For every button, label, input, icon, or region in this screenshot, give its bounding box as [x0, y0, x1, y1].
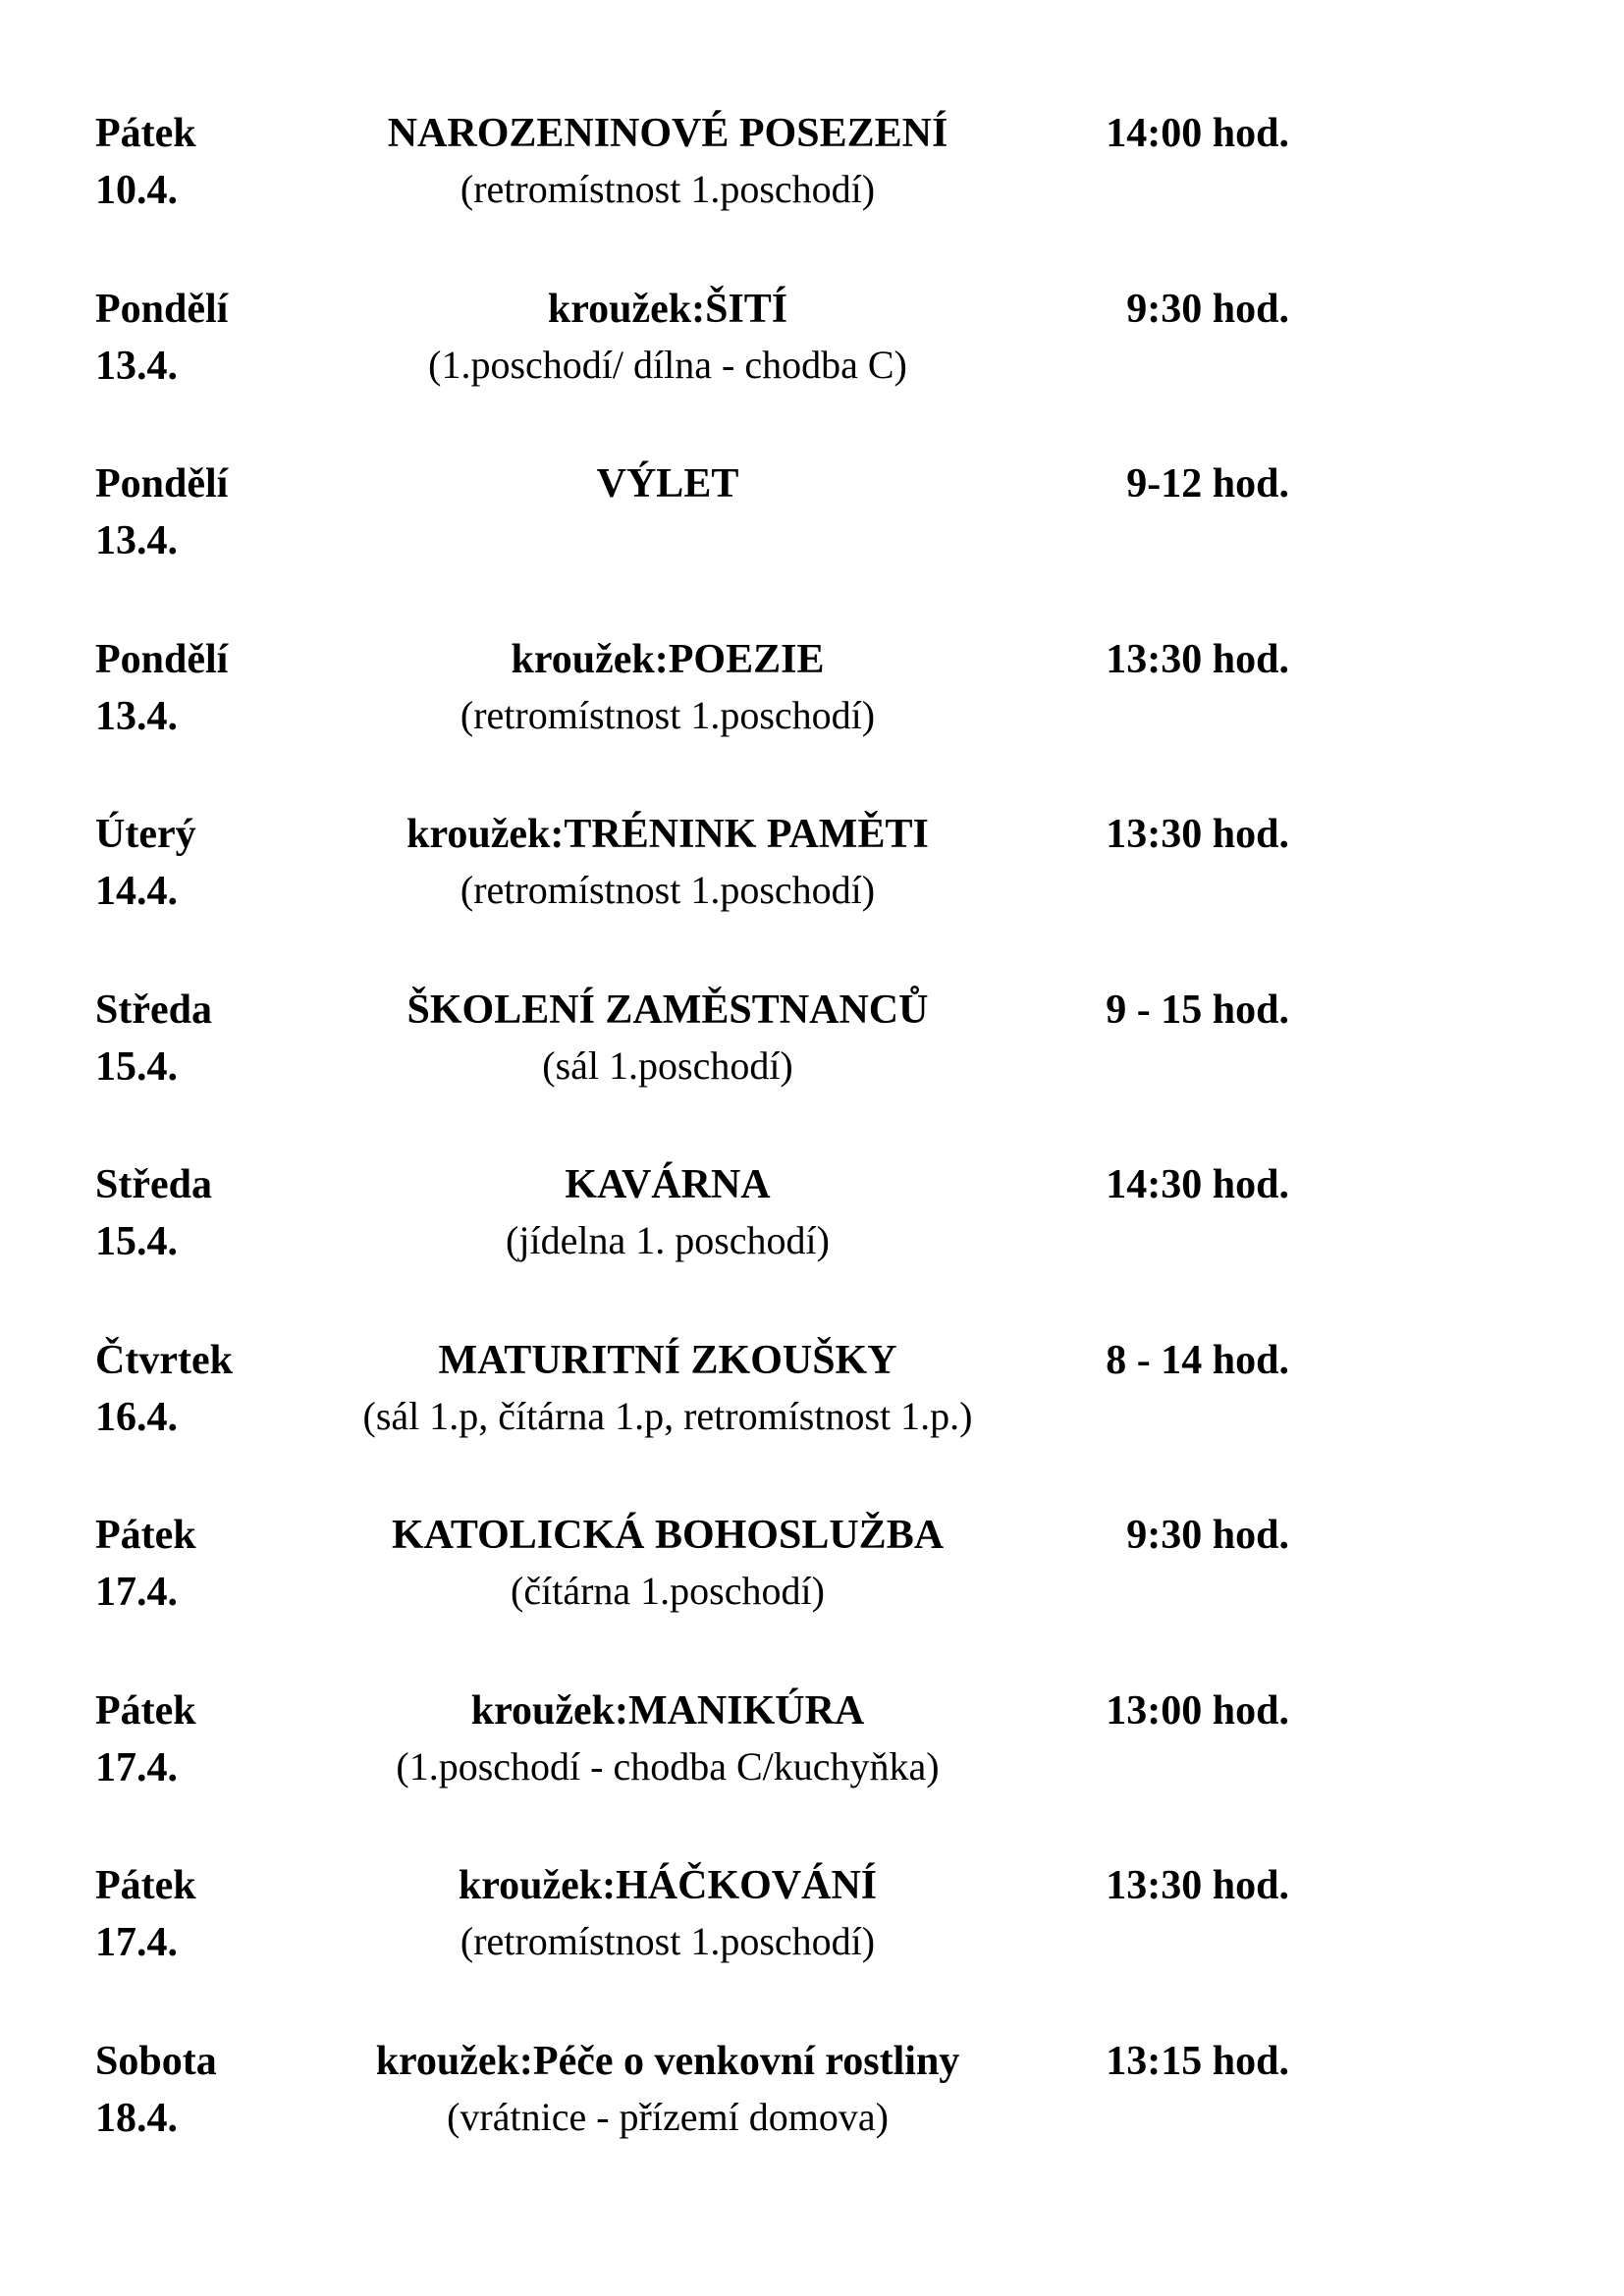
- event-date: 17.4.: [95, 1920, 178, 1965]
- event-day: Pondělí: [95, 637, 229, 682]
- event-date: 17.4.: [95, 1570, 178, 1615]
- event-day: Čtvrtek: [95, 1338, 233, 1383]
- event-title: ŠKOLENÍ ZAMĚSTNANCŮ: [406, 988, 929, 1033]
- event-location: (jídelna 1. poschodí): [506, 1218, 830, 1262]
- event-location: (retromístnost 1.poschodí): [460, 693, 876, 737]
- event-day: Pátek: [95, 1863, 196, 1908]
- event-day: Úterý: [95, 812, 196, 857]
- event-day: Pátek: [95, 1513, 196, 1558]
- event-entry: [0, 1164, 1624, 1292]
- event-location: (1.poschodí - chodba C/kuchyňka): [396, 1744, 940, 1789]
- event-location: (čítárna 1.poschodí): [511, 1569, 825, 1613]
- event-time: 13:30 hod.: [1106, 1863, 1289, 1908]
- event-time: 9:30 hod.: [1126, 287, 1289, 332]
- event-entry: [0, 1690, 1624, 1818]
- event-location: (retromístnost 1.poschodí): [460, 868, 876, 912]
- event-date: 17.4.: [95, 1745, 178, 1790]
- event-date: 16.4.: [95, 1395, 178, 1440]
- event-date: 15.4.: [95, 1219, 178, 1264]
- event-title: kroužek:POEZIE: [511, 637, 825, 682]
- event-title: kroužek:Péče o venkovní rostliny: [375, 2039, 960, 2084]
- event-title: KATOLICKÁ BOHOSLUŽBA: [391, 1513, 945, 1558]
- event-date: 14.4.: [95, 869, 178, 914]
- event-day: Sobota: [95, 2039, 217, 2084]
- event-day: Pondělí: [95, 461, 229, 507]
- event-time: 14:30 hod.: [1106, 1162, 1289, 1207]
- event-time: 13:00 hod.: [1106, 1688, 1289, 1734]
- event-location: (1.poschodí/ dílna - chodba C): [428, 343, 907, 387]
- event-title: kroužek:MANIKÚRA: [470, 1688, 865, 1734]
- event-time: 8 - 14 hod.: [1106, 1338, 1289, 1383]
- event-title: KAVÁRNA: [565, 1162, 771, 1207]
- event-date: 13.4.: [95, 344, 178, 389]
- event-entry: [0, 2041, 1624, 2168]
- event-time: 9-12 hod.: [1126, 461, 1289, 507]
- event-time: 13:15 hod.: [1106, 2039, 1289, 2084]
- event-location: (sál 1.poschodí): [542, 1043, 793, 1088]
- event-entry: [0, 1865, 1624, 1993]
- event-date: 15.4.: [95, 1044, 178, 1090]
- event-date: 10.4.: [95, 168, 178, 213]
- event-title: kroužek:ŠITÍ: [547, 287, 788, 332]
- event-entry: [0, 1340, 1624, 1468]
- event-entry: [0, 639, 1624, 767]
- event-entry: [0, 113, 1624, 240]
- event-date: 13.4.: [95, 518, 178, 563]
- event-day: Středa: [95, 988, 212, 1033]
- event-location: (vrátnice - přízemí domova): [447, 2095, 889, 2139]
- event-location: (retromístnost 1.poschodí): [460, 167, 876, 211]
- event-date: 18.4.: [95, 2096, 178, 2141]
- event-entry: [0, 289, 1624, 416]
- event-entry: [0, 989, 1624, 1117]
- event-day: Pátek: [95, 111, 196, 156]
- event-day: Středa: [95, 1162, 212, 1207]
- event-time: 14:00 hod.: [1106, 111, 1289, 156]
- event-title: kroužek:TRÉNINK PAMĚTI: [406, 812, 929, 857]
- event-date: 13.4.: [95, 694, 178, 739]
- event-day: Pátek: [95, 1688, 196, 1734]
- event-time: 13:30 hod.: [1106, 637, 1289, 682]
- event-time: 13:30 hod.: [1106, 812, 1289, 857]
- event-title: MATURITNÍ ZKOUŠKY: [438, 1338, 897, 1383]
- event-location: (retromístnost 1.poschodí): [460, 1919, 876, 1963]
- event-time: 9 - 15 hod.: [1106, 988, 1289, 1033]
- event-title: kroužek:HÁČKOVÁNÍ: [458, 1863, 878, 1908]
- event-entry: [0, 1515, 1624, 1642]
- event-title: NAROZENINOVÉ POSEZENÍ: [387, 111, 948, 156]
- event-entry: [0, 814, 1624, 941]
- event-location: (sál 1.p, čítárna 1.p, retromístnost 1.p.): [362, 1394, 973, 1438]
- event-day: Pondělí: [95, 287, 229, 332]
- event-time: 9:30 hod.: [1126, 1513, 1289, 1558]
- event-title: VÝLET: [596, 461, 739, 507]
- event-entry: [0, 463, 1624, 591]
